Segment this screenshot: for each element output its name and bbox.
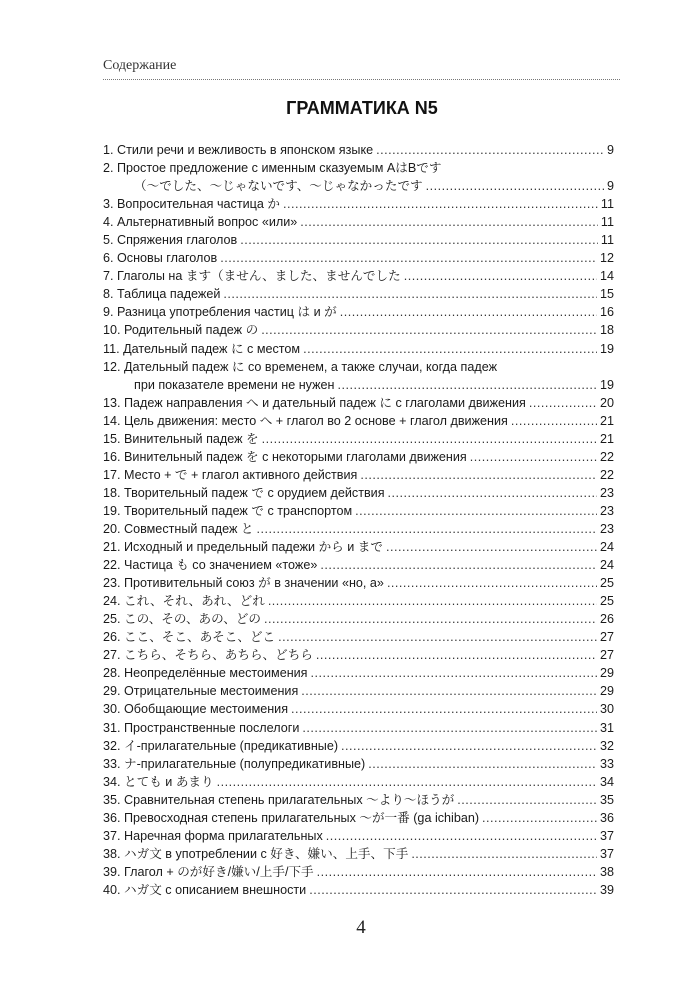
toc-entry[interactable] (103, 303, 614, 321)
toc-entry-title: 9. Разница употребления частиц は и が (103, 305, 337, 320)
toc-entry[interactable] (103, 502, 614, 520)
toc-entry-page: 30 (599, 702, 614, 717)
toc-entry-title: 40. ハガ文 с описанием внешности (103, 882, 307, 897)
dot-leader (300, 213, 598, 231)
toc-entry-title: 34. とても и あまり (103, 774, 214, 789)
toc-entry[interactable] (103, 827, 614, 845)
toc-entry-page: 18 (599, 323, 614, 338)
toc-entry-page: 12 (599, 251, 614, 266)
toc-entry-title: 2. Простое предложение с именным сказуемым AはBです (103, 161, 442, 176)
toc-entry[interactable] (103, 592, 614, 610)
dot-leader (404, 267, 597, 285)
toc-entry[interactable] (103, 646, 614, 664)
toc-entry-page: 25 (599, 576, 614, 591)
toc-entry-title: 37. Наречная форма прилагательных (103, 828, 323, 843)
dot-leader (240, 231, 598, 249)
toc-entry[interactable] (103, 737, 614, 755)
toc-entry-page: 26 (599, 612, 614, 627)
toc-entry-title: 26. ここ、そこ、あそこ、どこ (103, 630, 276, 645)
toc-entry-page: 35 (599, 792, 614, 807)
toc-entry-page: 27 (599, 648, 614, 663)
toc-entry-page: 11 (600, 197, 614, 212)
dot-leader (220, 249, 597, 267)
toc-entry[interactable] (103, 881, 614, 899)
dot-leader (388, 484, 597, 502)
dot-leader (261, 321, 597, 339)
toc-entry-title: 3. Вопросительная частица か (103, 197, 280, 212)
toc-entry[interactable] (103, 538, 614, 556)
dot-leader (341, 737, 597, 755)
toc-entry-page: 29 (599, 666, 614, 681)
dot-leader (355, 502, 597, 520)
toc-entry-page: 23 (599, 485, 614, 500)
dot-leader (309, 881, 597, 899)
toc-entry[interactable] (103, 466, 614, 484)
toc-entry[interactable] (103, 340, 614, 358)
toc-entry[interactable] (103, 394, 614, 412)
toc-entry-title: 36. Превосходная степень прилагательных 〜が一番 (ga ichiban) (103, 810, 480, 825)
toc-entry[interactable] (103, 755, 614, 773)
toc-entry-title: 14. Цель движения: место へ + глагол во 2 основе + глагол движения (103, 413, 508, 428)
table-of-contents (103, 141, 614, 899)
toc-entry[interactable] (103, 610, 614, 628)
toc-entry-page: 14 (599, 269, 614, 284)
toc-entry-title: 39. Глагол + のが好き/嫌い/上手/下手 (103, 864, 314, 879)
toc-entry-title: 4. Альтернативный вопрос «или» (103, 215, 298, 230)
toc-entry-page: 21 (599, 431, 614, 446)
dot-leader (223, 285, 597, 303)
dot-leader (217, 773, 597, 791)
dot-leader (529, 394, 597, 412)
toc-entry-title: 23. Противительный союз が в значении «но, а» (103, 576, 384, 591)
dot-leader (262, 430, 597, 448)
toc-entry-title: 18. Творительный падеж で с орудием действия (103, 485, 385, 500)
toc-entry-title-continuation: при показателе времени не нужен (134, 377, 335, 392)
dot-leader (326, 827, 597, 845)
toc-entry-title: 17. Место + で + глагол активного действия (103, 467, 358, 482)
toc-entry[interactable] (103, 809, 614, 827)
toc-entry-title: 28. Неопределённые местоимения (103, 666, 308, 681)
dot-leader (340, 303, 597, 321)
toc-entry-page: 22 (599, 467, 614, 482)
toc-entry-title: 33. ナ-прилагательные (полупредикативные) (103, 756, 366, 771)
toc-entry-page: 22 (599, 449, 614, 464)
dot-leader (457, 791, 597, 809)
toc-entry-page: 20 (599, 395, 614, 410)
toc-entry-page: 38 (599, 864, 614, 879)
toc-entry[interactable] (103, 719, 614, 737)
toc-entry-title: 12. Дательный падеж に со временем, а также случаи, когда падеж (103, 359, 497, 374)
toc-entry-title: 11. Дательный падеж に с местом (103, 341, 301, 356)
toc-entry-title: 27. こちら、そちら、あちら、どちら (103, 648, 313, 663)
dot-leader (387, 574, 597, 592)
toc-entry[interactable] (103, 430, 614, 448)
toc-entry[interactable] (103, 682, 614, 700)
dot-leader (303, 340, 597, 358)
toc-entry-page: 11 (600, 233, 614, 248)
toc-entry-page: 33 (599, 756, 614, 771)
dot-leader (256, 520, 597, 538)
dot-leader (320, 556, 597, 574)
dot-leader (376, 141, 604, 159)
toc-entry[interactable] (103, 448, 614, 466)
toc-entry-page: 21 (599, 413, 614, 428)
toc-entry-title: 25. この、その、あの、どの (103, 612, 262, 627)
toc-entry-page: 32 (599, 738, 614, 753)
toc-entry[interactable] (103, 267, 614, 285)
toc-entry-page: 24 (599, 540, 614, 555)
dot-leader (482, 809, 597, 827)
toc-entry-page: 9 (606, 143, 614, 157)
toc-entry-page: 16 (599, 305, 614, 320)
toc-entry-title: 22. Частица も со значением «тоже» (103, 558, 318, 573)
toc-entry[interactable] (103, 845, 614, 863)
toc-entry-title: 21. Исходный и предельный падежи から и まで (103, 540, 383, 555)
toc-entry-title: 13. Падеж направления へ и дательный падеж に с глаголами движения (103, 395, 526, 410)
toc-entry[interactable] (103, 141, 614, 159)
toc-entry[interactable] (103, 231, 614, 249)
dot-leader (291, 700, 597, 718)
toc-entry-title: 30. Обобщающие местоимения (103, 702, 289, 717)
toc-entry-page: 37 (599, 846, 614, 861)
toc-entry-title: 15. Винительный падеж を (103, 431, 259, 446)
dot-leader (302, 719, 597, 737)
page-number: 4 (356, 917, 366, 938)
dot-leader (316, 646, 597, 664)
toc-entry-title: 8. Таблица падежей (103, 287, 221, 302)
toc-entry-title: 24. これ、それ、あれ、どれ (103, 594, 265, 609)
dot-leader (337, 376, 597, 394)
toc-entry[interactable] (103, 791, 614, 809)
toc-entry-continuation[interactable] (103, 376, 614, 394)
dot-leader (368, 755, 597, 773)
dot-leader (264, 610, 597, 628)
toc-entry-page: 29 (599, 684, 614, 699)
toc-entry-title: 31. Пространственные послелоги (103, 720, 300, 735)
dot-leader (311, 664, 597, 682)
toc-entry-title: 1. Стили речи и вежливость в японском языке (103, 143, 374, 157)
toc-entry-title: 29. Отрицательные местоимения (103, 684, 299, 699)
toc-entry[interactable] (103, 484, 614, 502)
toc-entry[interactable] (103, 556, 614, 574)
dot-leader (278, 628, 597, 646)
toc-entry[interactable] (103, 520, 614, 538)
toc-entry-page: 19 (599, 377, 614, 392)
toc-entry-page: 23 (599, 503, 614, 518)
toc-entry[interactable] (103, 249, 614, 267)
toc-entry-title: 5. Спряжения глаголов (103, 233, 238, 248)
dot-leader (268, 592, 597, 610)
toc-entry[interactable] (103, 664, 614, 682)
toc-entry-title: 16. Винительный падеж を с некоторыми глаголами движения (103, 449, 467, 464)
toc-entry-page: 39 (599, 882, 614, 897)
toc-entry-title-continuation: （〜でした、〜じゃないです、〜じゃなかったです (134, 179, 423, 194)
toc-entry-page: 34 (599, 774, 614, 789)
toc-entry[interactable] (103, 574, 614, 592)
dot-leader (386, 538, 597, 556)
toc-entry[interactable] (103, 628, 614, 646)
toc-entry-page: 23 (599, 521, 614, 536)
toc-entry-page: 37 (599, 828, 614, 843)
dot-leader (411, 845, 597, 863)
toc-entry[interactable] (103, 285, 614, 303)
dot-leader (511, 412, 597, 430)
toc-entry-page: 24 (599, 558, 614, 573)
toc-entry-title: 19. Творительный падеж で с транспортом (103, 503, 353, 518)
toc-entry-page: 9 (606, 179, 614, 194)
toc-entry[interactable] (103, 412, 614, 430)
toc-entry[interactable] (103, 159, 614, 177)
dot-leader (317, 863, 597, 881)
toc-entry-page: 11 (600, 215, 614, 230)
toc-entry[interactable] (103, 213, 614, 231)
dot-leader (470, 448, 597, 466)
toc-entry-page: 15 (599, 287, 614, 302)
dot-leader (426, 177, 604, 195)
toc-entry-title: 32. イ-прилагательные (предикативные) (103, 738, 339, 753)
dot-leader (360, 466, 597, 484)
toc-entry-title: 35. Сравнительная степень прилагательных 〜より〜ほうが (103, 792, 455, 807)
dot-leader (283, 195, 598, 213)
toc-entry[interactable] (103, 773, 614, 791)
dot-leader (301, 682, 597, 700)
toc-entry-title: 20. Совместный падеж と (103, 521, 254, 536)
running-header: Содержание (103, 58, 177, 73)
toc-entry[interactable] (103, 863, 614, 881)
toc-entry-title: 6. Основы глаголов (103, 251, 218, 266)
toc-entry[interactable] (103, 321, 614, 339)
toc-entry-title: 10. Родительный падеж の (103, 323, 259, 338)
toc-entry-page: 25 (599, 594, 614, 609)
section-title: ГРАММАТИКА N5 (286, 98, 438, 118)
toc-entry-page: 27 (599, 630, 614, 645)
toc-entry[interactable] (103, 195, 614, 213)
toc-entry-page: 31 (599, 720, 614, 735)
header-divider (103, 79, 620, 80)
toc-entry-continuation[interactable] (103, 177, 614, 195)
toc-entry[interactable] (103, 358, 614, 376)
toc-entry-title: 38. ハガ文 в употреблении с 好き、嫌い、上手、下手 (103, 846, 409, 861)
toc-entry[interactable] (103, 700, 614, 718)
toc-entry-title: 7. Глаголы на ます（ません、ました、ませんでした (103, 269, 401, 284)
toc-entry-page: 19 (599, 341, 614, 356)
toc-entry-page: 36 (599, 810, 614, 825)
